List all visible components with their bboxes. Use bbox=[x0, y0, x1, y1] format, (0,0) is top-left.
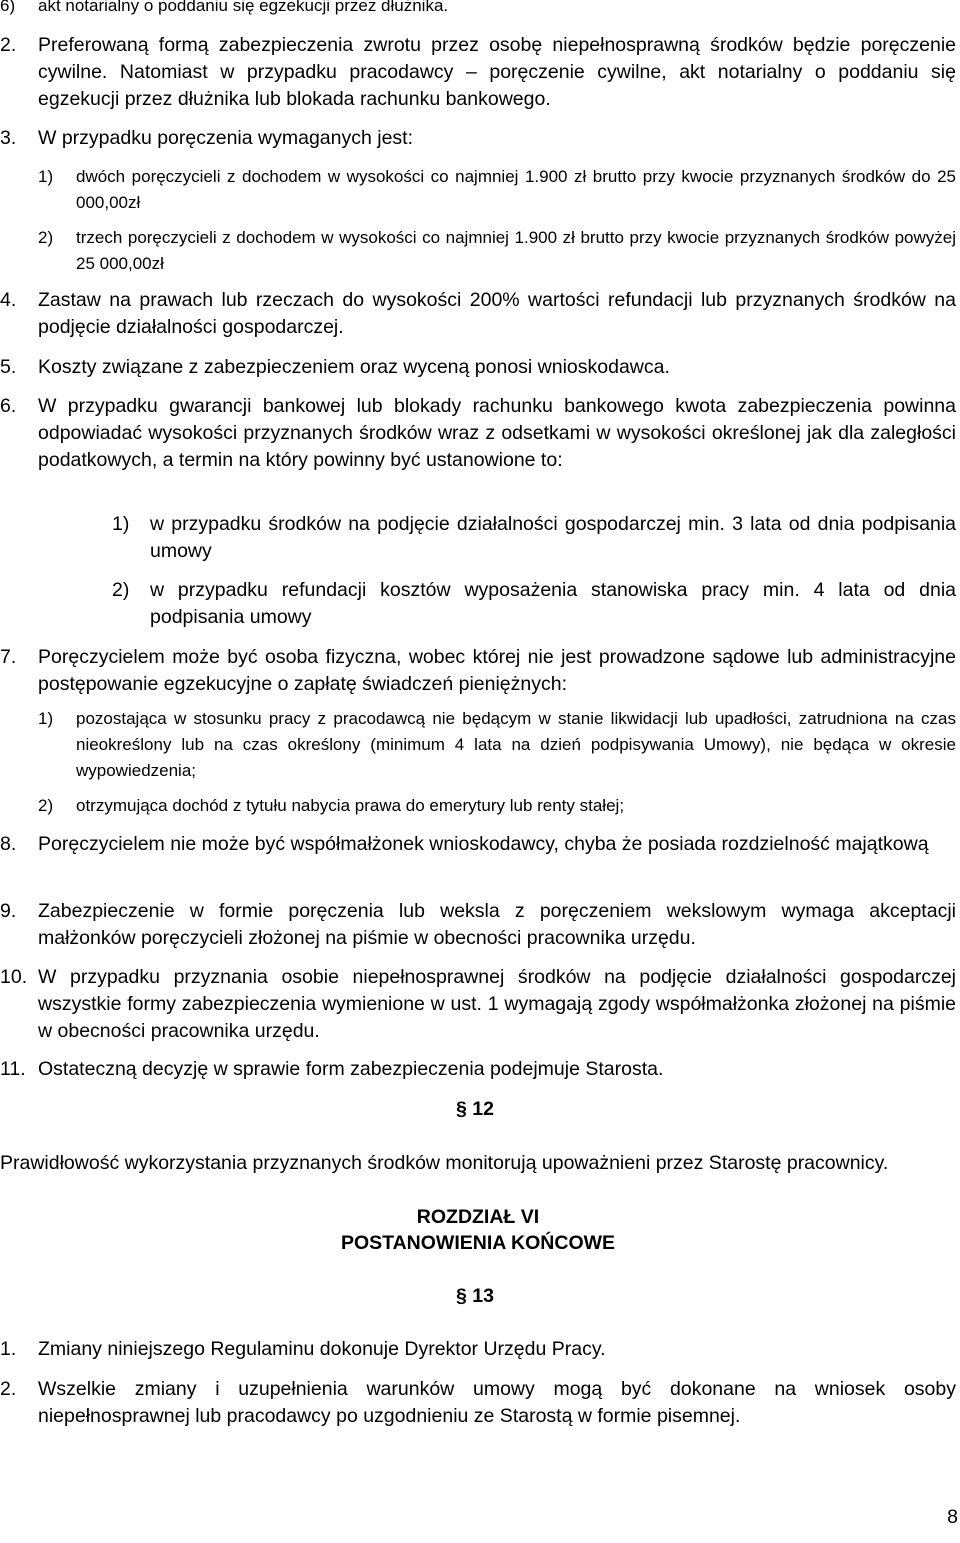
final-item-2 bbox=[0, 1376, 956, 1430]
sub-item-3-1 bbox=[38, 164, 956, 216]
item-text: Zabezpieczenie w formie poręczenia lub weksla z poręczeniem wekslowym wymaga akceptacji małżonków poręczycieli złożonej na piśmie w obecności pracownika urzędu. bbox=[38, 900, 956, 949]
item-number: 10. bbox=[0, 966, 28, 988]
sub-item-6-2 bbox=[112, 577, 956, 631]
item-text: dwóch poręczycieli z dochodem w wysokości co najmniej 1.900 zł brutto przy kwocie przyznanych środków do 25 000,00zł bbox=[76, 167, 956, 212]
chapter-subtitle: POSTANOWIENIA KOŃCOWE bbox=[340, 1232, 616, 1254]
item-text: Poręczycielem może być osoba fizyczna, wobec której nie jest prowadzone sądowe lub administracyjne postępowanie egzekucyjne o zapłatę świadczeń pieniężnych: bbox=[38, 646, 956, 695]
list-item-9 bbox=[0, 898, 956, 952]
item-number: 7. bbox=[0, 646, 17, 668]
item-number: 1) bbox=[38, 709, 54, 728]
list-item-8 bbox=[0, 831, 956, 858]
item-number: 2) bbox=[38, 228, 54, 247]
item-text: w przypadku środków na podjęcie działalności gospodarczej min. 3 lata od dnia podpisania umowy bbox=[150, 513, 956, 562]
item-number: 9. bbox=[0, 900, 17, 922]
item-number: 4. bbox=[0, 289, 17, 311]
sub-item-6-1 bbox=[112, 511, 956, 565]
item-number: 2. bbox=[0, 34, 17, 56]
page-number: 8 bbox=[947, 1506, 958, 1528]
item-text: otrzymująca dochód z tytułu nabycia prawa do emerytury lub renty stałej; bbox=[76, 796, 625, 815]
item-text: pozostająca w stosunku pracy z pracodawcą nie będącym w stanie likwidacji lub upadłości, zatrudniona na czas nieokreślony lub na czas określony (minimum 4 lata na dzień podpisywania Umowy), nie będąca w okresie wypowiedzenia; bbox=[76, 709, 956, 780]
list-item-3 bbox=[0, 125, 956, 152]
list-item-11 bbox=[0, 1056, 956, 1083]
item-text: Koszty związane z zabezpieczeniem oraz wyceną ponosi wnioskodawca. bbox=[38, 356, 670, 378]
item-text: W przypadku przyznania osobie niepełnosprawnej środków na podjęcie działalności gospodarczej wszystkie formy zabezpieczenia wymienione w ust. 1 wymagają zgody współmałżonka złożonej na piśmie w obecności pracownika urzędu. bbox=[38, 966, 956, 1042]
item-number: 2) bbox=[38, 796, 54, 815]
item-text: W przypadku poręczenia wymaganych jest: bbox=[38, 127, 414, 149]
list-item-10 bbox=[0, 964, 956, 1045]
paragraph-12-text: Prawidłowość wykorzystania przyznanych środków monitorują upoważnieni przez Starostę pracownicy. bbox=[0, 1152, 889, 1174]
item-number: 3. bbox=[0, 127, 17, 149]
chapter-title: ROZDZIAŁ VI bbox=[416, 1206, 540, 1228]
item-number: 2. bbox=[0, 1378, 17, 1400]
item-text: Zmiany niniejszego Regulaminu dokonuje Dyrektor Urzędu Pracy. bbox=[38, 1338, 606, 1360]
item-text: Wszelkie zmiany i uzupełnienia warunków umowy mogą być dokonane na wniosek osoby niepełnosprawnej lub pracodawcy po uzgodnieniu ze Starostą w formie pisemnej. bbox=[38, 1378, 956, 1427]
item-number: 11. bbox=[0, 1058, 26, 1080]
paragraph-12-heading: § 12 bbox=[456, 1098, 494, 1120]
list-item-2 bbox=[0, 32, 956, 113]
item-text: w przypadku refundacji kosztów wyposażenia stanowiska pracy min. 4 lata od dnia podpisania umowy bbox=[150, 579, 956, 628]
item-number: 1) bbox=[112, 513, 130, 535]
item-number: 5. bbox=[0, 356, 17, 378]
item-number: 1) bbox=[38, 167, 54, 186]
list-item-6 bbox=[0, 393, 956, 474]
item-text: akt notarialny o poddaniu się egzekucji przez dłużnika. bbox=[38, 0, 449, 15]
sub-item-3-2 bbox=[38, 225, 956, 277]
item-text: trzech poręczycieli z dochodem w wysokości co najmniej 1.900 zł brutto przy kwocie przyznanych środków powyżej 25 000,00zł bbox=[76, 228, 956, 273]
sub-item-7-2 bbox=[38, 793, 956, 819]
list-item-6-partial bbox=[0, 0, 960, 19]
item-number: 8. bbox=[0, 833, 17, 855]
item-number: 6. bbox=[0, 395, 17, 417]
list-item-5 bbox=[0, 354, 956, 381]
sub-item-7-1 bbox=[38, 706, 956, 784]
item-text: Preferowaną formą zabezpieczenia zwrotu przez osobę niepełnosprawną środków będzie poręczenie cywilne. Natomiast w przypadku pracodawcy – poręczenie cywilne, akt notarialny o poddaniu się egzekucji przez dłużnika lub blokada rachunku bankowego. bbox=[38, 34, 956, 110]
item-number: 2) bbox=[112, 579, 130, 601]
item-number: 1. bbox=[0, 1338, 17, 1360]
item-text: Poręczycielem nie może być współmałżonek wnioskodawcy, chyba że posiada rozdzielność majątkową bbox=[38, 833, 929, 855]
paragraph-13-heading: § 13 bbox=[456, 1285, 494, 1307]
item-number: 6) bbox=[0, 0, 16, 15]
final-item-1 bbox=[0, 1336, 956, 1363]
item-text: Zastaw na prawach lub rzeczach do wysokości 200% wartości refundacji lub przyznanych środków na podjęcie działalności gospodarczej. bbox=[38, 289, 956, 338]
list-item-7 bbox=[0, 644, 956, 698]
item-text: Ostateczną decyzję w sprawie form zabezpieczenia podejmuje Starosta. bbox=[38, 1058, 664, 1080]
item-text: W przypadku gwarancji bankowej lub blokady rachunku bankowego kwota zabezpieczenia powinna odpowiadać wysokości przyznanych środków wraz z odsetkami w wysokości określonej jak dla zaległości podatkowych, a termin na który powinny być ustanowione to: bbox=[38, 395, 956, 471]
list-item-4 bbox=[0, 287, 956, 341]
